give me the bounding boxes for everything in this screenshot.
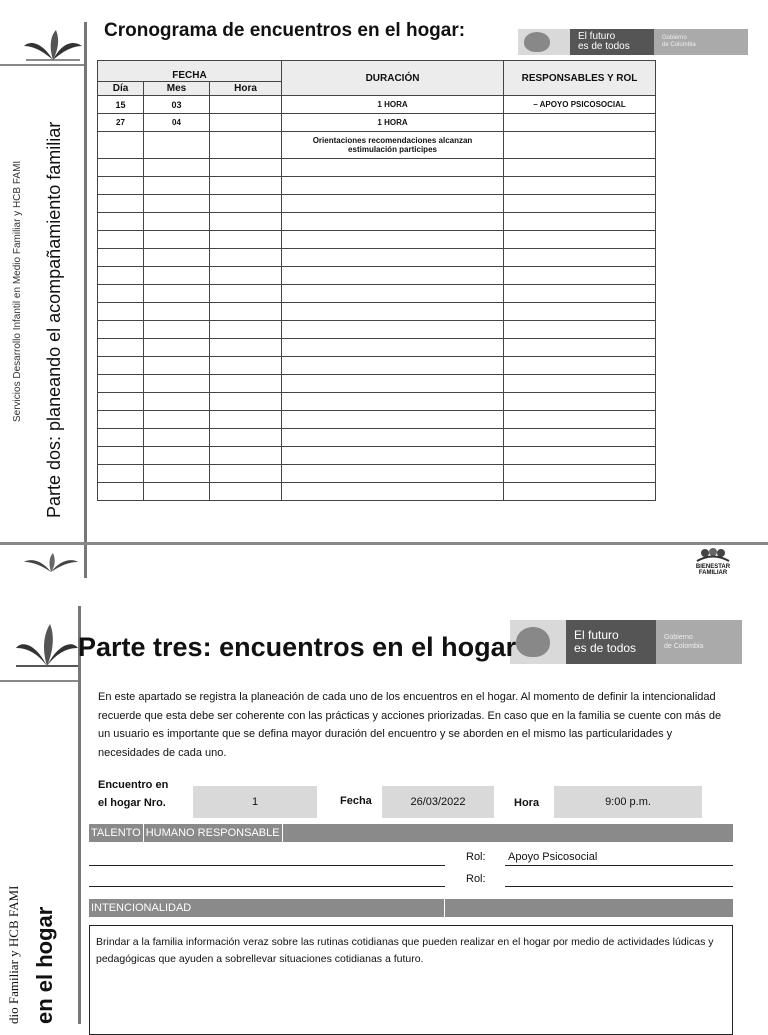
table-row (98, 429, 656, 447)
schedule-body (98, 96, 656, 501)
table-row (98, 375, 656, 393)
cell-dia[interactable] (98, 213, 144, 231)
cell-dia[interactable] (98, 132, 144, 159)
cell-duracion[interactable] (282, 393, 504, 411)
rol-label-2: Rol: (466, 873, 486, 885)
leaf-logo-icon (22, 552, 80, 574)
leaf-logo-icon (14, 622, 80, 668)
cell-hora[interactable] (210, 231, 282, 249)
rol-line-1 (505, 865, 733, 866)
cell-hora[interactable] (210, 195, 282, 213)
cell-mes[interactable] (144, 285, 210, 303)
schedule-table (97, 60, 656, 501)
cell-dia[interactable] (98, 393, 144, 411)
cell-responsables[interactable] (504, 213, 656, 231)
cell-hora[interactable] (210, 321, 282, 339)
divider (0, 64, 84, 66)
cell-hora[interactable] (210, 393, 282, 411)
cell-duracion[interactable] (282, 285, 504, 303)
cell-responsables[interactable] (504, 231, 656, 249)
cell-duracion[interactable] (282, 357, 504, 375)
cell-mes[interactable]: 04 (144, 114, 210, 132)
cell-dia[interactable] (98, 375, 144, 393)
cell-dia[interactable]: 15 (98, 96, 144, 114)
cell-responsables[interactable] (504, 177, 656, 195)
cell-mes[interactable] (144, 177, 210, 195)
header-hora: Hora (210, 82, 282, 96)
cell-hora[interactable] (210, 339, 282, 357)
cell-duracion[interactable] (282, 195, 504, 213)
cell-mes[interactable] (144, 339, 210, 357)
cell-duracion[interactable] (282, 231, 504, 249)
page-title: Cronograma de encuentros en el hogar: (104, 20, 466, 41)
table-row (98, 303, 656, 321)
cell-hora[interactable] (210, 249, 282, 267)
gov-name: Gobierno de Colombia (654, 29, 748, 55)
page-title: Parte tres: encuentros en el hogar (78, 632, 517, 662)
cell-mes[interactable] (144, 249, 210, 267)
cell-mes[interactable] (144, 483, 210, 501)
cell-mes[interactable] (144, 321, 210, 339)
table-row (98, 465, 656, 483)
cell-hora[interactable] (210, 411, 282, 429)
intro-paragraph: En este apartado se registra la planeación de cada uno de los encuentros en el hogar. Al momento de definir la intencionalidad recuerde que esta debe ser coherente con las prácticas y acciones priorizadas. En caso que en la familia se cuente con más de un usuario es importante que se defina mayor duración del encuentro y se aborden en el mismo las particularidades y necesidades de cada uno. (98, 691, 722, 759)
encuentro-label: Encuentro en el hogar Nro. (98, 779, 169, 809)
table-row (98, 177, 656, 195)
cell-dia[interactable] (98, 267, 144, 285)
cell-responsables[interactable] (504, 465, 656, 483)
cell-hora[interactable] (210, 96, 282, 114)
gov-logo (510, 620, 742, 664)
cell-hora[interactable] (210, 465, 282, 483)
cell-responsables[interactable] (504, 267, 656, 285)
cell-duracion[interactable]: Orientaciones recomendaciones alcanzan estimulación participes (282, 132, 504, 159)
cell-dia[interactable] (98, 483, 144, 501)
rol-field-1[interactable]: Apoyo Psicosocial (508, 851, 598, 863)
intencionalidad-textbox[interactable]: Brindar a la familia información veraz sobre las rutinas cotidianas que pueden realizar en el hogar por medio de actividades lúdicas y pedagógicas que ayuden a sobrellevar situaciones cotidianas a futuro. (89, 925, 733, 1035)
hora-field[interactable]: 9:00 p.m. (554, 786, 702, 818)
cell-dia[interactable] (98, 411, 144, 429)
divider (0, 680, 78, 682)
cell-mes[interactable] (144, 393, 210, 411)
table-row (98, 132, 656, 159)
cell-duracion[interactable] (282, 375, 504, 393)
cell-mes[interactable] (144, 303, 210, 321)
cell-responsables[interactable] (504, 375, 656, 393)
table-row (98, 114, 656, 132)
margin-line (84, 22, 87, 578)
table-row (98, 447, 656, 465)
cell-duracion[interactable] (282, 321, 504, 339)
cell-dia[interactable] (98, 285, 144, 303)
cell-mes[interactable] (144, 195, 210, 213)
cell-responsables[interactable] (504, 285, 656, 303)
cell-duracion[interactable] (282, 303, 504, 321)
page-separator (0, 542, 768, 545)
cell-responsables[interactable] (504, 321, 656, 339)
table-row (98, 339, 656, 357)
gov-logo (518, 29, 748, 55)
fecha-field[interactable]: 26/03/2022 (382, 786, 494, 818)
cell-responsables[interactable] (504, 303, 656, 321)
cell-duracion[interactable]: 1 HORA (282, 114, 504, 132)
cell-hora[interactable] (210, 429, 282, 447)
rol-line-2 (505, 886, 733, 887)
hora-label: Hora (514, 797, 540, 809)
header-mes: Mes (144, 82, 210, 96)
fecha-label: Fecha (340, 795, 372, 807)
cell-duracion[interactable] (282, 429, 504, 447)
talento-section-header: TALENTO HUMANO RESPONSABLE (89, 824, 733, 842)
leaf-logo-icon (22, 28, 84, 62)
header-dia: Día (98, 82, 144, 96)
cell-responsables[interactable]: – APOYO PSICOSOCIAL (504, 96, 656, 114)
cell-mes[interactable] (144, 375, 210, 393)
cell-duracion[interactable] (282, 411, 504, 429)
cell-hora[interactable] (210, 177, 282, 195)
cell-mes[interactable]: 03 (144, 96, 210, 114)
cell-mes[interactable] (144, 132, 210, 159)
section-vertical-title: Parte dos: planeando el acompañamiento familiar (44, 121, 64, 518)
cell-dia[interactable]: 27 (98, 114, 144, 132)
cell-mes[interactable] (144, 429, 210, 447)
cell-hora[interactable] (210, 132, 282, 159)
cell-dia[interactable] (98, 447, 144, 465)
cell-mes[interactable] (144, 231, 210, 249)
cell-hora[interactable] (210, 447, 282, 465)
margin-line (78, 606, 81, 1024)
cell-hora[interactable] (210, 159, 282, 177)
table-row (98, 249, 656, 267)
cell-duracion[interactable] (282, 177, 504, 195)
cell-hora[interactable] (210, 114, 282, 132)
cell-dia[interactable] (98, 303, 144, 321)
table-row (98, 213, 656, 231)
table-row (98, 285, 656, 303)
cell-mes[interactable] (144, 267, 210, 285)
table-row (98, 195, 656, 213)
table-row (98, 231, 656, 249)
cell-duracion[interactable] (282, 483, 504, 501)
cell-hora[interactable] (210, 375, 282, 393)
cell-duracion[interactable] (282, 159, 504, 177)
cell-responsables[interactable] (504, 249, 656, 267)
cell-duracion[interactable] (282, 267, 504, 285)
cell-responsables[interactable] (504, 429, 656, 447)
cell-responsables[interactable] (504, 159, 656, 177)
cell-dia[interactable] (98, 339, 144, 357)
cell-responsables[interactable] (504, 339, 656, 357)
cell-hora[interactable] (210, 357, 282, 375)
cell-hora[interactable] (210, 213, 282, 231)
header-responsables: RESPONSABLES Y ROL (504, 61, 656, 96)
cell-dia[interactable] (98, 159, 144, 177)
service-vertical-label: dio Familiar y HCB FAMI (6, 885, 21, 1024)
cell-mes[interactable] (144, 447, 210, 465)
intencionalidad-section-header: INTENCIONALIDAD (89, 899, 733, 917)
cell-duracion[interactable] (282, 447, 504, 465)
coat-of-arms-icon (516, 627, 550, 657)
cell-hora[interactable] (210, 483, 282, 501)
section-vertical-title: en el hogar (32, 906, 57, 1024)
cell-hora[interactable] (210, 303, 282, 321)
table-row (98, 321, 656, 339)
cell-dia[interactable] (98, 195, 144, 213)
cell-dia[interactable] (98, 357, 144, 375)
table-row (98, 393, 656, 411)
cell-hora[interactable] (210, 285, 282, 303)
responsable-line-1[interactable] (89, 865, 445, 866)
responsable-line-2[interactable] (89, 886, 445, 887)
table-row (98, 159, 656, 177)
cell-responsables[interactable] (504, 447, 656, 465)
cell-responsables[interactable] (504, 393, 656, 411)
cell-duracion[interactable] (282, 465, 504, 483)
cell-dia[interactable] (98, 177, 144, 195)
cell-mes[interactable] (144, 411, 210, 429)
service-vertical-label: Servicios Desarrollo Infantil en Medio Familiar y HCB FAMI (12, 160, 23, 422)
cell-duracion[interactable] (282, 213, 504, 231)
cell-responsables[interactable] (504, 114, 656, 132)
cell-dia[interactable] (98, 429, 144, 447)
cell-mes[interactable] (144, 213, 210, 231)
cell-responsables[interactable] (504, 411, 656, 429)
gov-slogan: El futuro es de todos (566, 620, 656, 664)
cell-responsables[interactable] (504, 357, 656, 375)
coat-of-arms-icon (524, 32, 550, 52)
bienestar-logo: BIENESTAR FAMILIAR (688, 548, 738, 576)
cell-responsables[interactable] (504, 195, 656, 213)
header-duracion: DURACIÓN (282, 61, 504, 96)
gov-slogan: El futuro es de todos (570, 29, 654, 55)
cell-duracion[interactable]: 1 HORA (282, 96, 504, 114)
cell-mes[interactable] (144, 159, 210, 177)
cell-mes[interactable] (144, 357, 210, 375)
cell-hora[interactable] (210, 267, 282, 285)
table-row (98, 267, 656, 285)
cell-responsables[interactable] (504, 132, 656, 159)
cell-duracion[interactable] (282, 249, 504, 267)
encuentro-number-field[interactable]: 1 (193, 786, 317, 818)
table-row (98, 411, 656, 429)
cell-dia[interactable] (98, 231, 144, 249)
gov-name: Gobierno de Colombia (656, 620, 742, 664)
cell-mes[interactable] (144, 465, 210, 483)
cell-dia[interactable] (98, 465, 144, 483)
table-row (98, 96, 656, 114)
cell-duracion[interactable] (282, 339, 504, 357)
cell-dia[interactable] (98, 321, 144, 339)
header-fecha: FECHA (98, 61, 282, 82)
cell-responsables[interactable] (504, 483, 656, 501)
rol-label-1: Rol: (466, 851, 486, 863)
family-icon (695, 548, 731, 562)
cell-dia[interactable] (98, 249, 144, 267)
table-row (98, 357, 656, 375)
table-row (98, 483, 656, 501)
